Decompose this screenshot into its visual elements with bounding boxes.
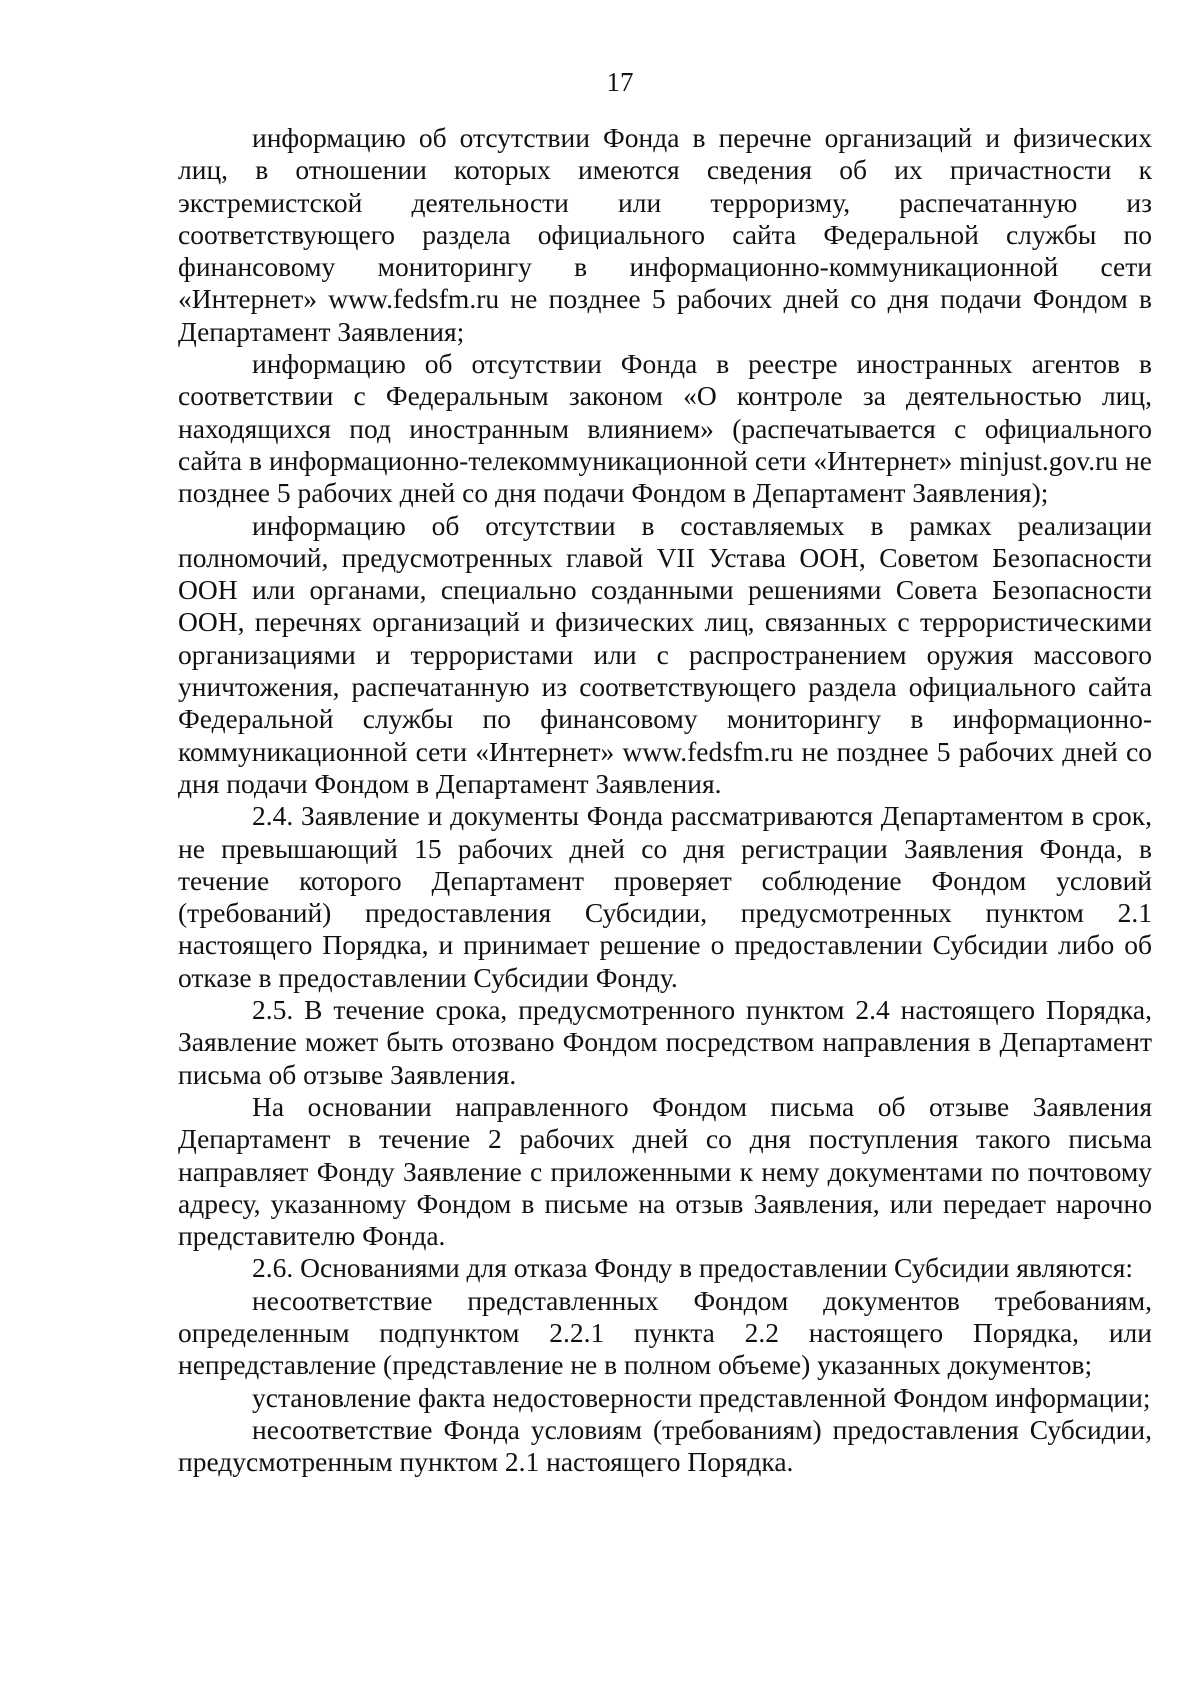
paragraph-refusal-reason-unreliable-info: установление факта недостоверности представленной Фондом информации; <box>252 1381 1151 1413</box>
paragraph-clause-2-5: 2.5. В течение срока, предусмотренного пунктом 2.4 настоящего Порядка, Заявление может быть отозвано Фондом посредством направления в Департамент письма об отзыве Заявления. <box>178 994 1152 1090</box>
paragraph-clause-2-4: 2.4. Заявление и документы Фонда рассматриваются Департаментом в срок, не превышающий 15 рабочих дней со дня регистрации Заявления Фонда, в течение которого Департамент проверяет соблюдение Фондом условий (требований) предоставления Субсидии, предусмотренных пунктом 2.1 настоящего Порядка, и принимает решение о предоставлении Субсидии либо об отказе в предоставлении Субсидии Фонду. <box>178 800 1152 993</box>
paragraph-clause-2-6: 2.6. Основаниями для отказа Фонду в предоставлении Субсидии являются: <box>252 1252 1133 1284</box>
paragraph-refusal-reason-conditions: несоответствие Фонда условиям (требованиям) предоставления Субсидии, предусмотренным пунктом 2.1 настоящего Порядка. <box>178 1413 1152 1478</box>
paragraph-refusal-reason-documents: несоответствие представленных Фондом документов требованиям, определенным подпунктом 2.2.1 пункта 2.2 настоящего Порядка, или непредставление (представление не в полном объеме) указанных документов; <box>178 1284 1152 1381</box>
paragraph-withdrawal-procedure: На основании направленного Фондом письма об отзыве Заявления Департамент в течение 2 рабочих дней со дня поступления такого письма направляет Фонду Заявление с приложенными к нему документами по почтовому адресу, указанному Фондом в письме на отзыв Заявления, или передает нарочно представителю Фонда. <box>178 1090 1152 1252</box>
paragraph-extremism-list-info: информацию об отсутствии Фонда в перечне организаций и физических лиц, в отношении которых имеются сведения об их причастности к экстремистской деятельности или терроризму, распечатанную из соответствующего раздела официального сайта Федеральной службы по финансовому мониторингу в информационно-коммуникационной сети «Интернет» www.fedsfm.ru не позднее 5 рабочих дней со дня подачи Фондом в Департамент Заявления; <box>178 122 1152 347</box>
document-body <box>178 122 1152 1478</box>
paragraph-un-security-council-info: информацию об отсутствии в составляемых в рамках реализации полномочий, предусмотренных главой VII Устава ООН, Советом Безопасности ООН или органами, специально созданными решениями Совета Безопасности ООН, перечнях организаций и физических лиц, связанных с террористическими организациями и террористами или с распространением оружия массового уничтожения, распечатанную из соответствующего раздела официального сайта Федеральной службы по финансовому мониторингу в информационно-коммуникационной сети «Интернет» www.fedsfm.ru не позднее 5 рабочих дней со дня подачи Фондом в Департамент Заявления. <box>178 509 1152 799</box>
page-number: 17 <box>606 67 634 97</box>
paragraph-foreign-agents-info: информацию об отсутствии Фонда в реестре иностранных агентов в соответствии с Федеральным законом «О контроле за деятельностью лиц, находящихся под иностранным влиянием» (распечатывается с официального сайта в информационно-телекоммуникационной сети «Интернет» minjust.gov.ru не позднее 5 рабочих дней со дня подачи Фондом в Департамент Заявления); <box>178 348 1152 509</box>
